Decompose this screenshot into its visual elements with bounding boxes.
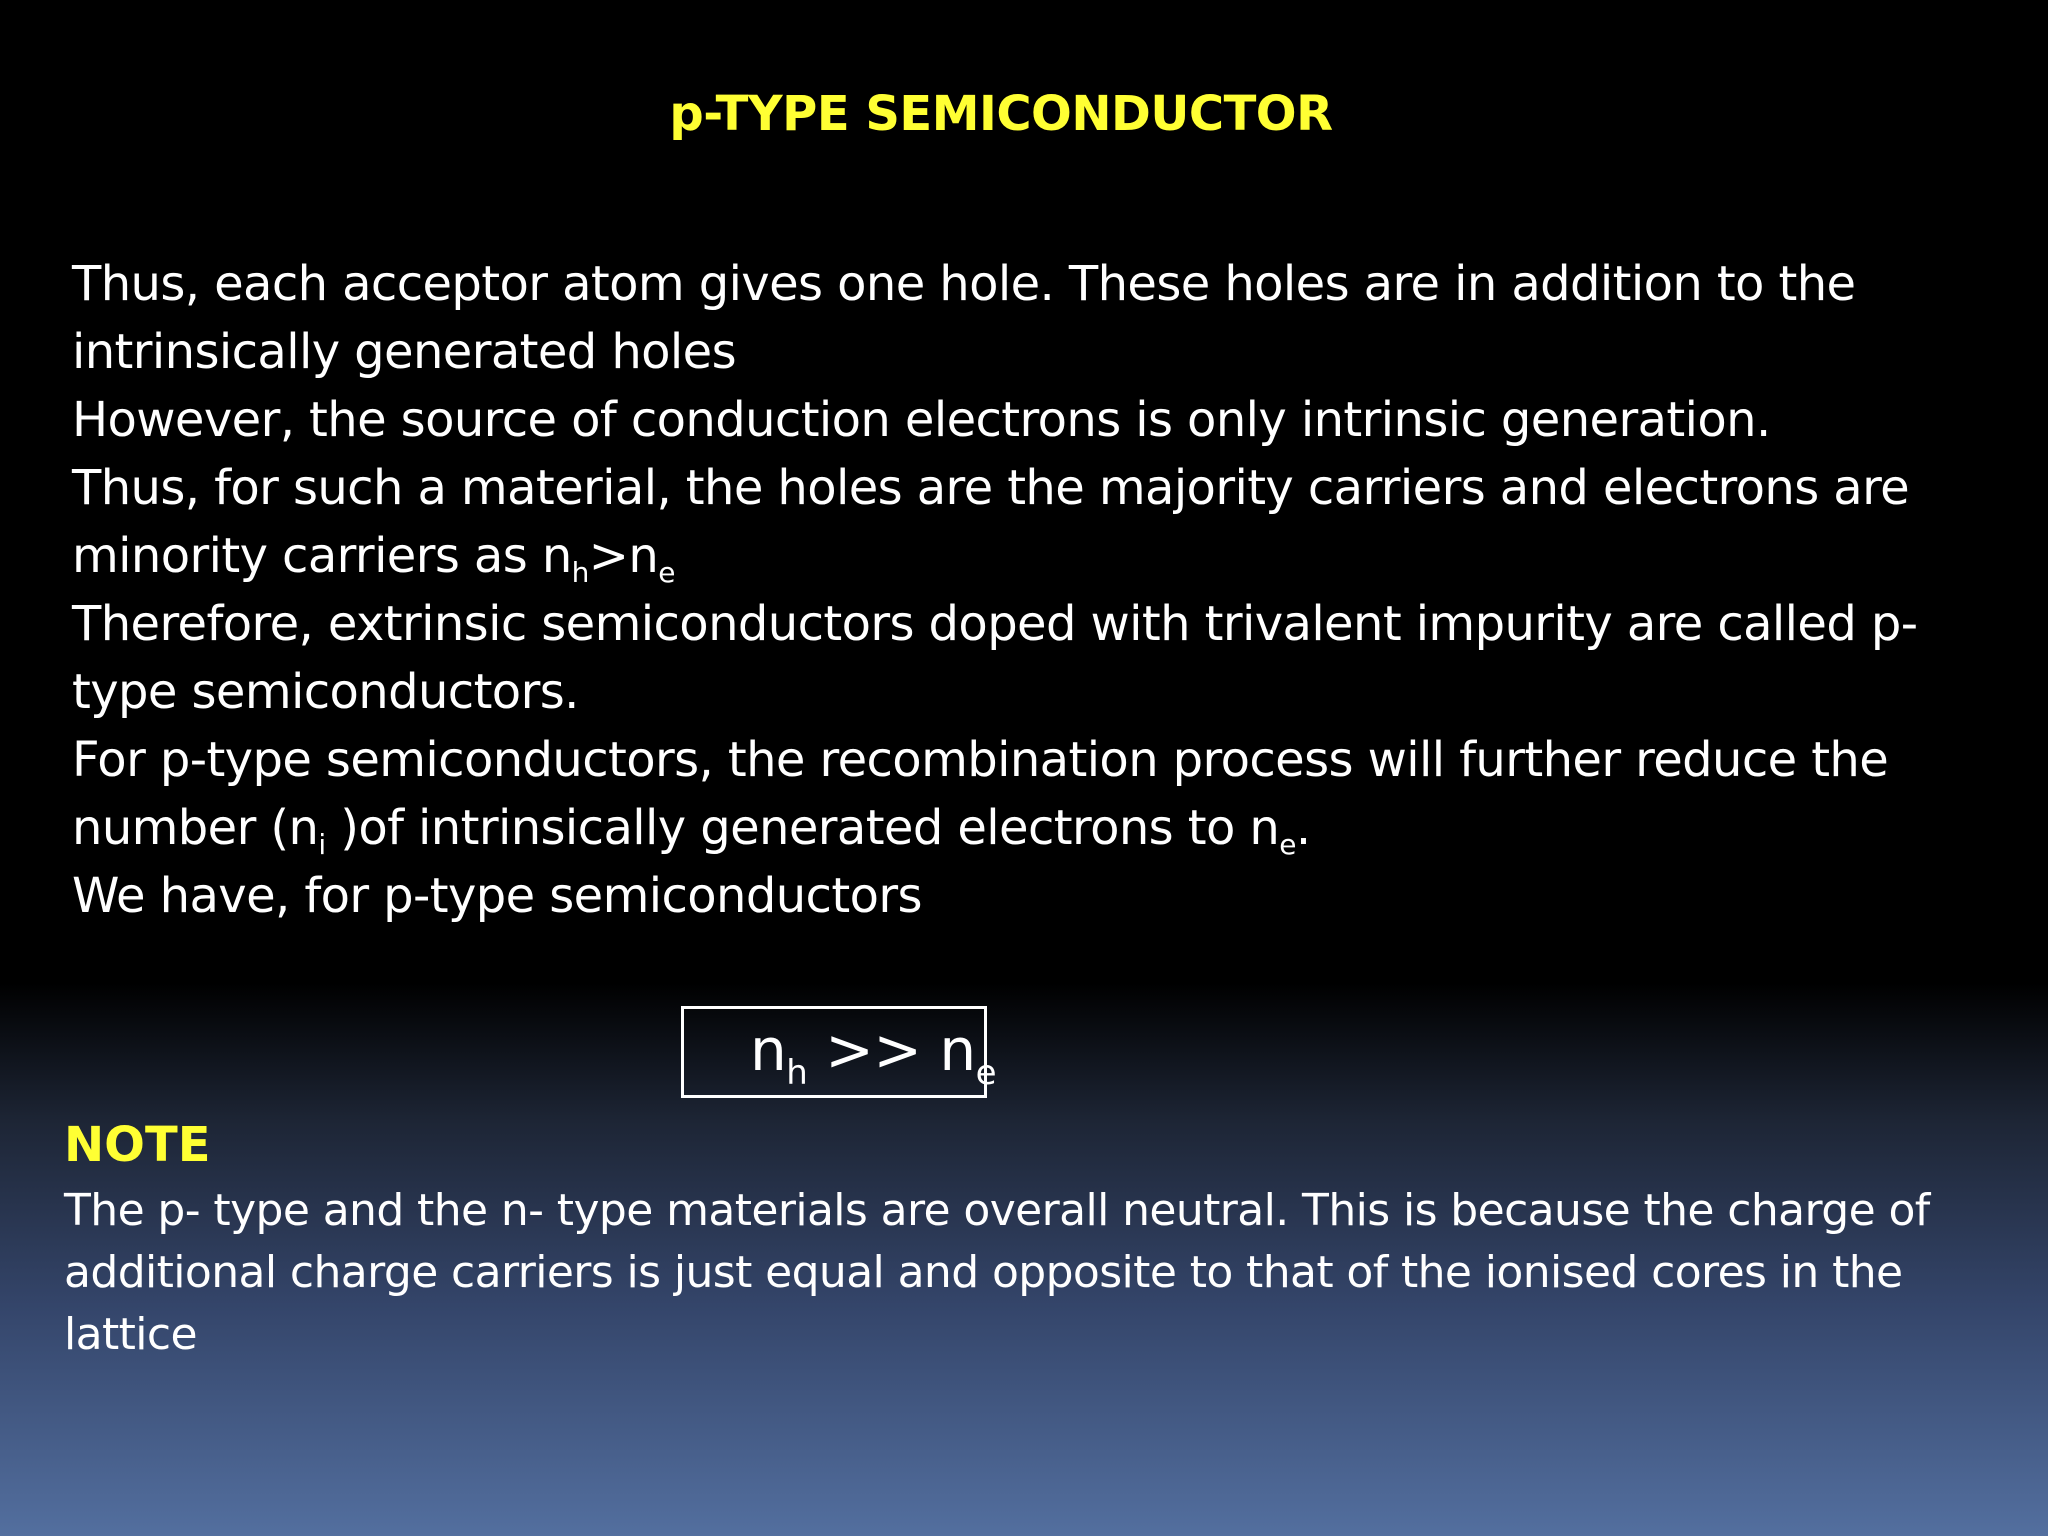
formula	[750, 1015, 997, 1093]
formula-fragment: >> n	[807, 1016, 976, 1084]
subscript: e	[1279, 828, 1296, 861]
subscript: h	[786, 1053, 808, 1093]
body-line-inequality	[72, 522, 1992, 590]
subscript: e	[975, 1053, 997, 1093]
body-line: However, the source of conduction electrons is only intrinsic generation.	[72, 392, 1771, 448]
formula-fragment: n	[750, 1016, 787, 1084]
body-text-fragment: .	[1295, 800, 1311, 856]
slide-title: p-TYPE SEMICONDUCTOR	[669, 86, 1333, 142]
note-text: The p- type and the n- type materials are overall neutral. This is because the charge of additional charge carriers is just equal and opposite to that of the ionised cores in the lattice	[64, 1185, 1930, 1360]
subscript: h	[571, 556, 589, 589]
body-line: type semiconductors.	[72, 664, 579, 720]
body-text-fragment: minority carriers as n	[72, 528, 572, 584]
subscript: e	[658, 556, 675, 589]
body-line: Therefore, extrinsic semiconductors doped with trivalent impurity are called p-	[72, 596, 1918, 652]
body-line: Thus, for such a material, the holes are the majority carriers and electrons are	[72, 460, 1910, 516]
body-line-ni	[72, 794, 1992, 862]
subscript: i	[318, 828, 326, 861]
note-heading: NOTE	[64, 1117, 211, 1173]
body-line: Thus, each acceptor atom gives one hole. These holes are in addition to the	[72, 256, 1856, 312]
body-text-fragment: )of intrinsically generated electrons to n	[325, 800, 1280, 856]
body-line: We have, for p-type semiconductors	[72, 868, 922, 924]
body-line: intrinsically generated holes	[72, 324, 736, 380]
formula-box	[681, 1006, 997, 1098]
body-line: For p-type semiconductors, the recombination process will further reduce the	[72, 732, 1889, 788]
body-text-fragment: number (n	[72, 800, 319, 856]
body-text-fragment: >n	[588, 528, 659, 584]
body-text	[72, 250, 1992, 930]
